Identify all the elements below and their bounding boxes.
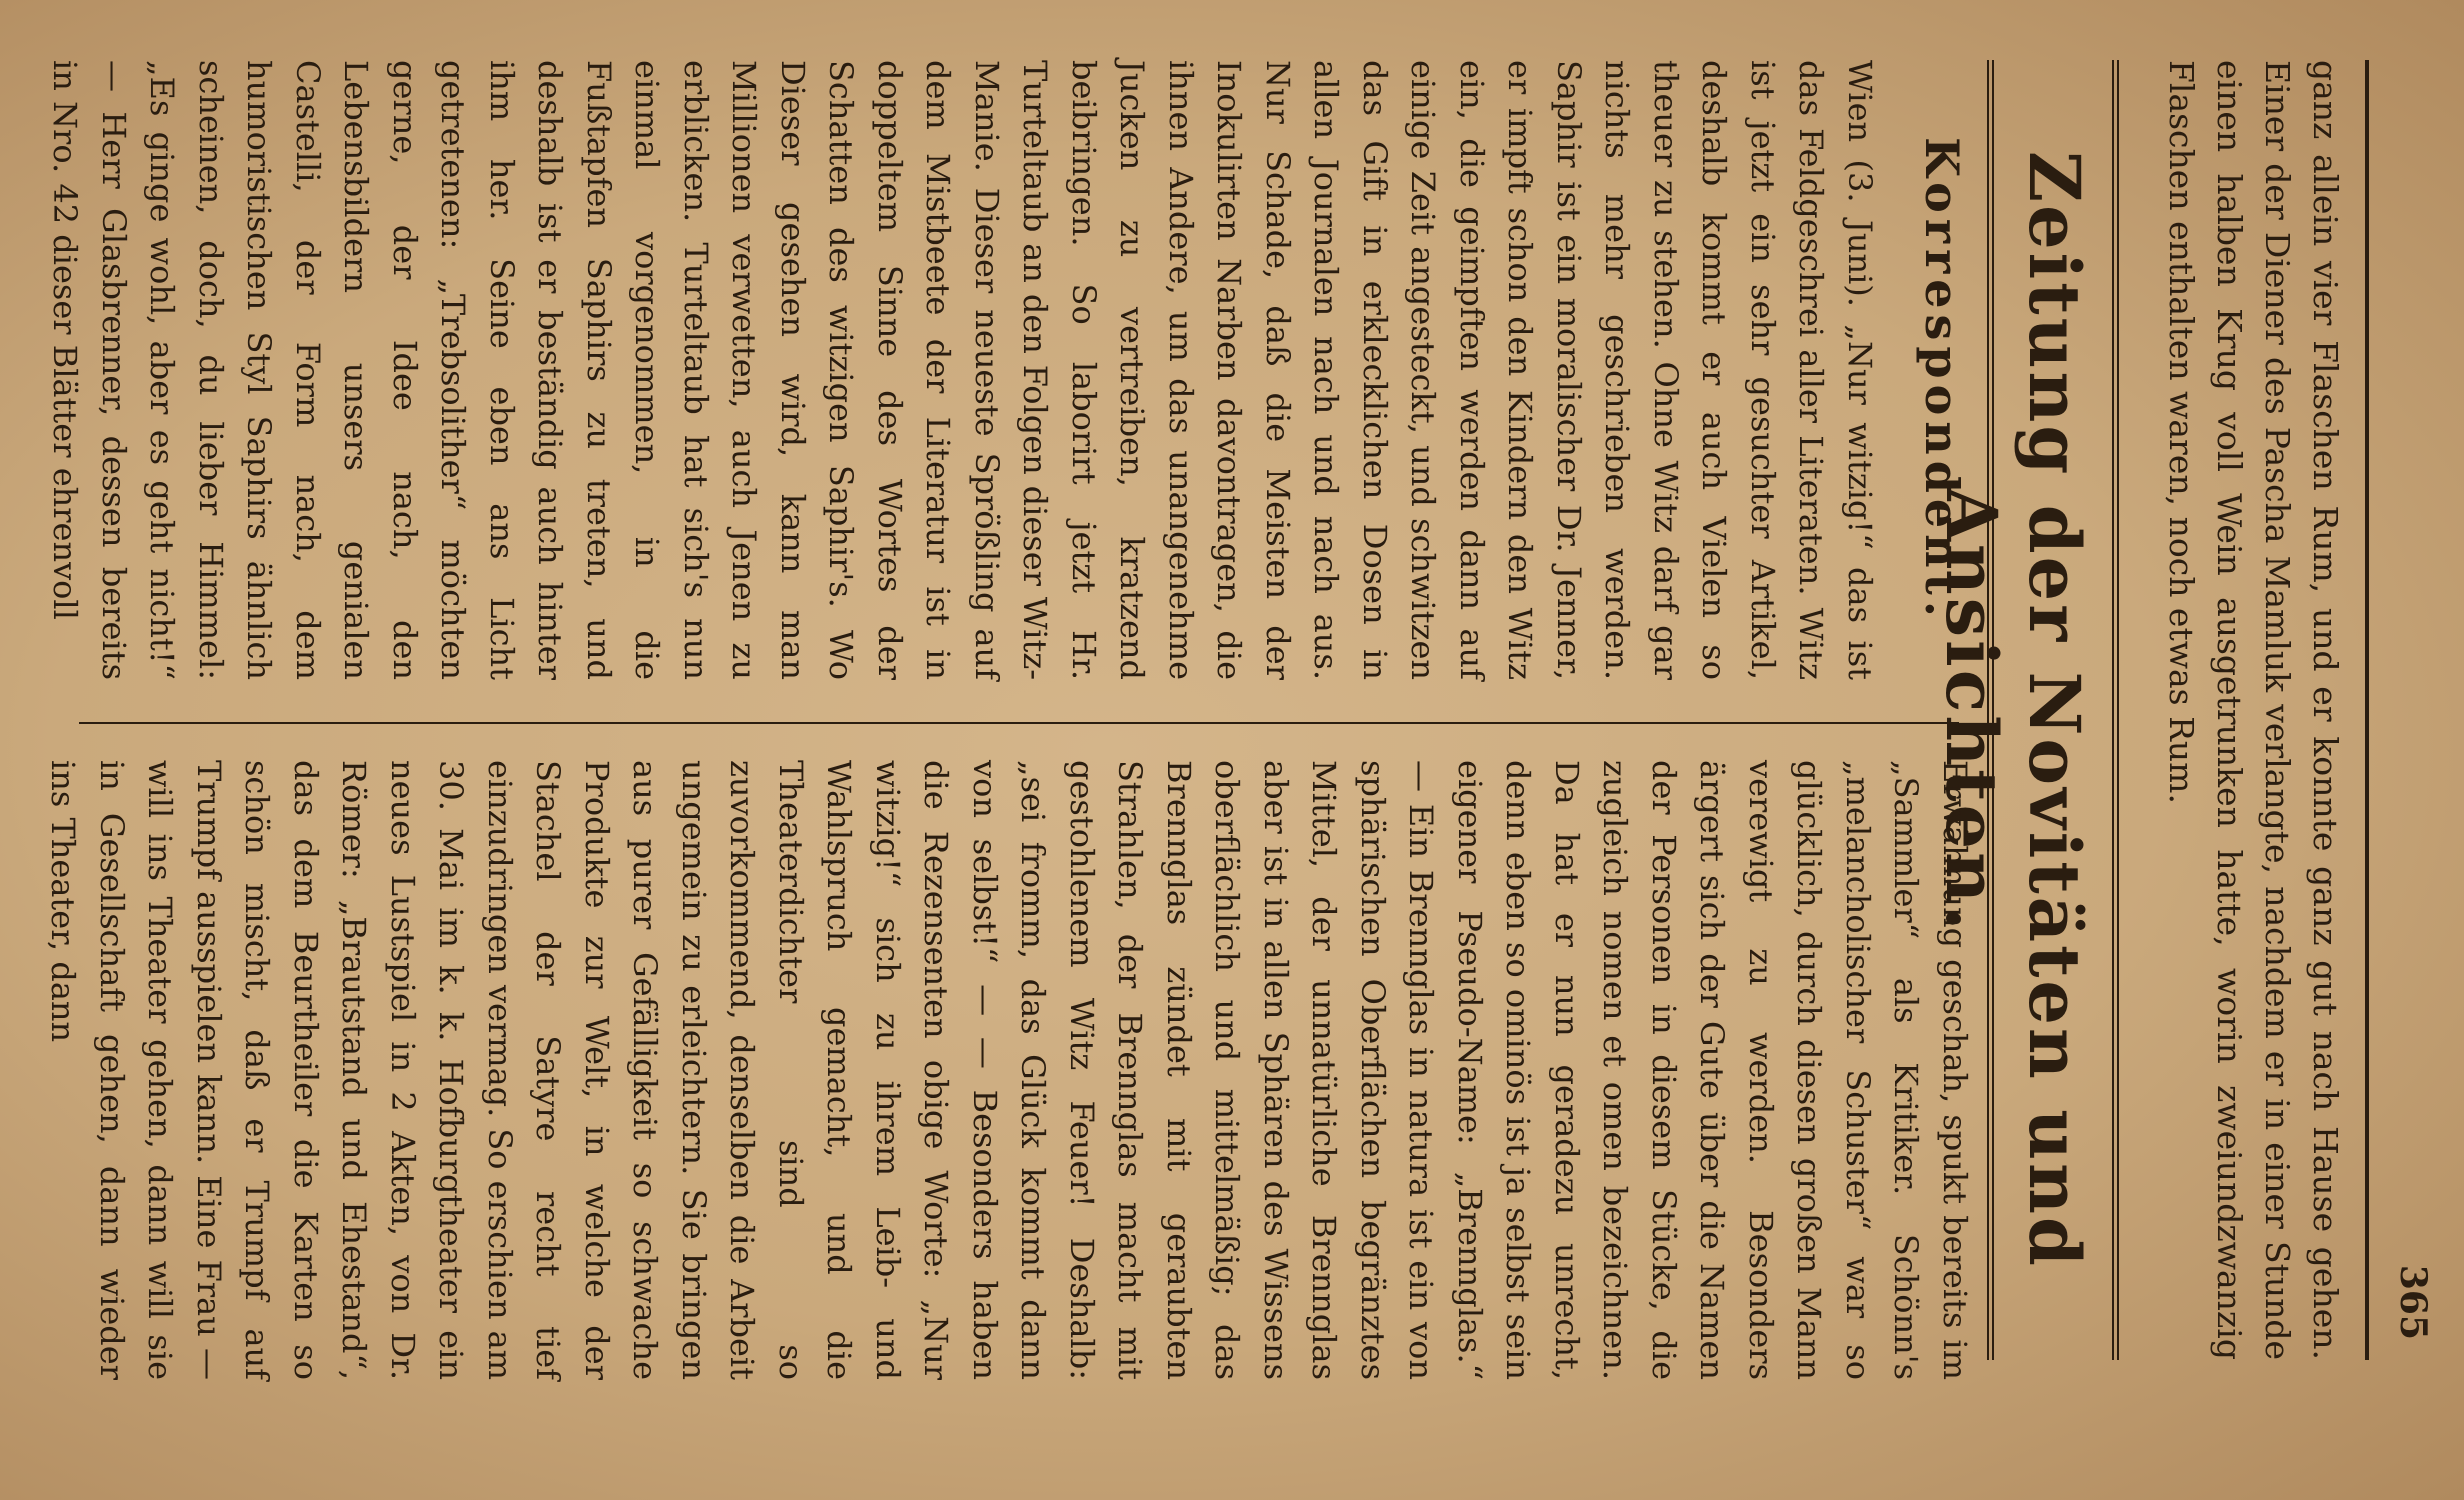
right-column-text: Erwähnung geschah, spukt bereits im „Sammler“ als Kritiker. Schönn's „melancholischer Schuster“ war so glücklich, durch diesen großen Mann verewigt zu werden. Besonders ärgert sich der Gute über die Namen der Personen in diesem Stücke, die zugleich nomen et omen bezeichnen. Da hat er nun geradezu unrecht, denn eben so ominös ist ja selbst sein eigener Pseudo-Name: „Brennglas.“ — Ein Brennglas in natura ist ein von sphärischen Oberflächen begränztes Mittel, der unnatürliche Brennglas aber ist in allen Sphären des Wissens oberflächlich und mittelmäßig; das Brennglas zündet mit geraubten Strahlen, der Brennglas macht mit gestohlenem Witz Feuer! Deshalb: „sei fromm, das Glück kommt dann von selbst!“ — — Besonders haben die Rezensenten obige Worte: „Nur witzig!“ sich zu ihrem Leib- und Wahlspruch gemacht, und die Theaterdichter sind so zuvorkommend, denselben die Arbeit ungemein zu erleichtern. Sie bringen aus purer Gefälligkeit so schwache Produkte zur Welt, in welche der Stachel der Satyre recht tief einzudringen vermag. So erschien am 30. Mai im k. k. Hofburgtheater ein neues Lustspiel in 2 Akten, von Dr. Römer: „Brautstand und Ehestand“, das dem Beurtheiler die Karten so schön mischt, daß er Trumpf auf Trumpf ausspielen kann. Eine Frau — will ins Theater gehen, dann will sie in Gesellschaft gehen, dann wieder ins Theater, dann bbox=[44, 760, 1974, 1380]
column-divider bbox=[79, 722, 1959, 724]
intro-paragraph-block bbox=[2157, 60, 2349, 1360]
subsection-title: Korrespondent. bbox=[1915, 137, 1969, 623]
left-column-text: Wien (3. Juni). „Nur witzig!“ das ist das Feldgeschrei aller Literaten. Witz ist jetzt ein sehr gesuchter Artikel, deshalb kommt er auch Vielen so theuer zu stehen. Ohne Witz darf gar nichts mehr geschrieben werden. Saphir ist ein moralischer Dr. Jenner, er impft schon den Kindern den Witz ein, die geimpften werden dann auf einige Zeit angesteckt, und schwitzen das Gift in erklecklichen Dosen in allen Journalen nach und nach aus. Nur Schade, daß die Meisten der Inokulirten Narben davontragen, die ihnen Andere, um das unangenehme Jucken zu vertreiben, kratzend beibringen. So laborirt jetzt Hr. Turteltaub an den Folgen dieser Witz-Manie. Dieser neueste Sprößling auf dem Mistbeete der Literatur ist in doppeltem Sinne des Wortes der Schatten des witzigen Saphir's. Wo Dieser gesehen wird, kann man Millionen verwetten, auch Jenen zu erblicken. Turteltaub hat sich's nun einmal vorgenommen, in die Fußtapfen Saphirs zu treten, und deshalb ist er beständig auch hinter ihm her. Seine eben ans Licht getretenen: „Trebsolither“ möchten gerne, der Idee nach, den Lebensbildern unsers genialen Castelli, der Form nach, dem humoristischen Styl Saphirs ähnlich scheinen, doch, du lieber Himmel: „Es ginge wohl, aber es geht nicht!“ — Herr Glasbrenner, dessen bereits in Nro. 42 dieser Blätter ehrenvoll bbox=[46, 60, 1879, 680]
left-column bbox=[41, 60, 1884, 680]
title-top-rule bbox=[2112, 60, 2119, 1360]
intro-paragraph: ganz allein vier Flaschen Rum, und er konnte ganz gut nach Hause gehen. Einer der Diener des Pascha Mamluk verlangte, nachdem er in einer Stunde einen halben Krug voll Wein ausgetrunken hatte, worin zweiundzwanzig Flaschen enthalten waren, noch etwas Rum. bbox=[2162, 60, 2345, 1360]
page-number: 365 bbox=[2392, 1264, 2434, 1340]
title-bottom-rule bbox=[1987, 60, 1994, 1360]
header-rule bbox=[2365, 60, 2369, 1360]
section-title: Zeitung der Novitäten und Ansichten. bbox=[1930, 151, 2096, 1269]
right-column bbox=[39, 760, 1979, 1380]
